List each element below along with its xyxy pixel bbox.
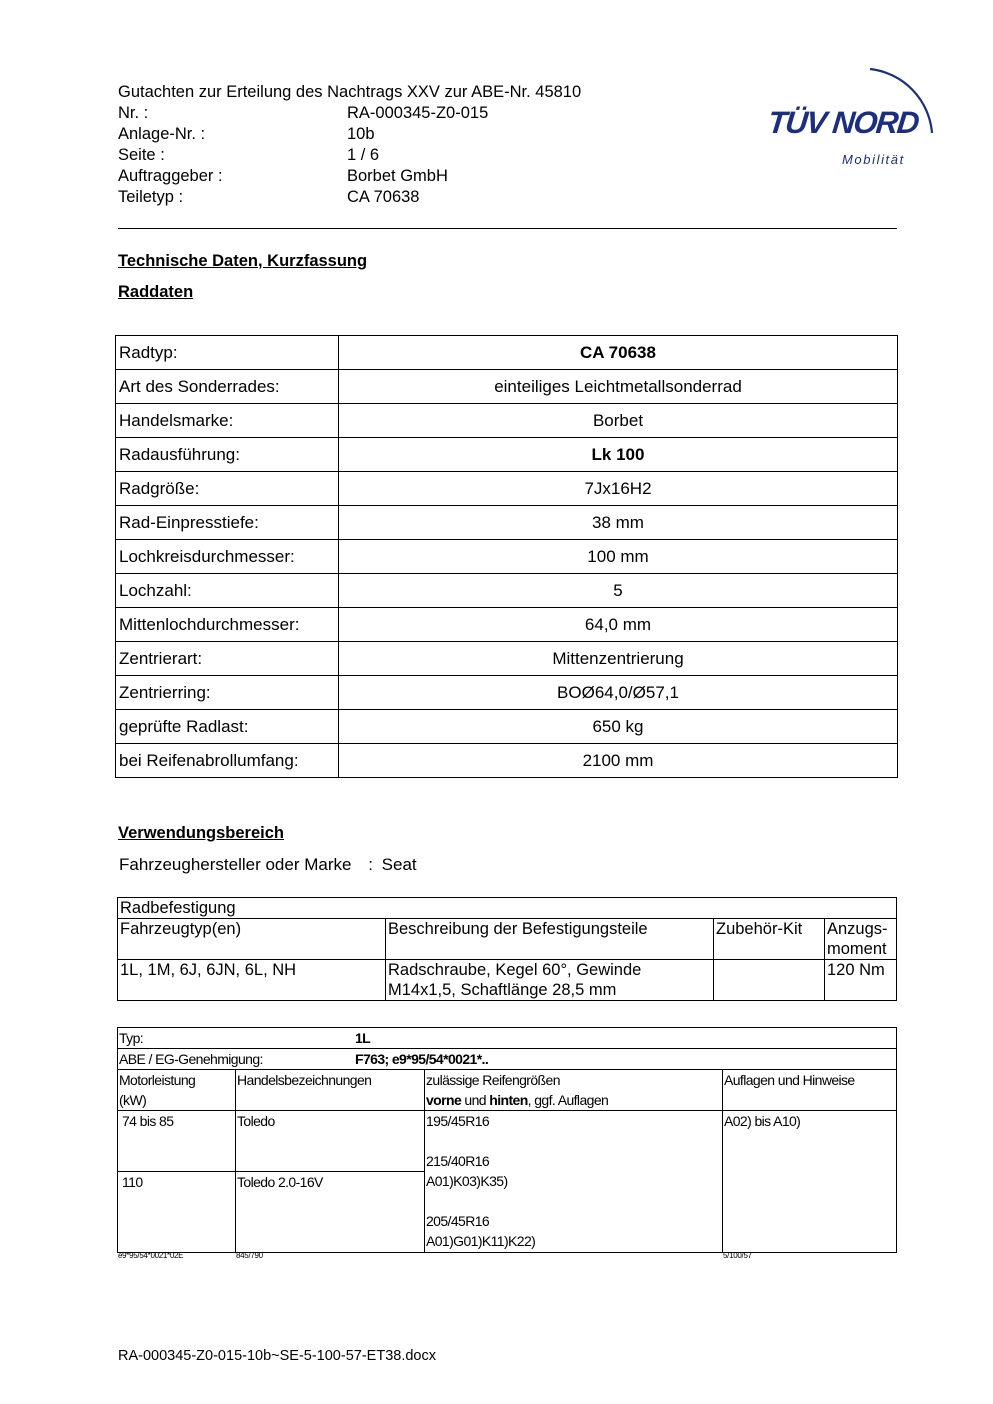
table-row	[116, 506, 898, 540]
header-value: 1 / 6	[347, 146, 380, 164]
row-label: Radausführung:	[116, 438, 339, 472]
header-trade-names: Handelsbezeichnungen	[236, 1070, 425, 1111]
spacer	[426, 1191, 721, 1211]
vehicle-table	[117, 1027, 897, 1253]
table-row	[116, 438, 898, 472]
header-label: Teiletyp :	[118, 188, 184, 206]
kit-value	[714, 960, 825, 1001]
header-torque	[825, 919, 897, 960]
manufacturer-label: Fahrzeughersteller oder Marke	[119, 855, 352, 874]
table-row	[118, 898, 897, 919]
tuv-nord-logo	[760, 55, 950, 175]
header-field-teiletyp	[118, 187, 581, 208]
row-label: Zentrierring:	[116, 676, 339, 710]
row-label: Zentrierart:	[116, 642, 339, 676]
table-row	[116, 608, 898, 642]
approval-footnote-right: 5/100/57	[723, 1251, 752, 1260]
row-value: 64,0 mm	[339, 608, 898, 642]
abe-cell	[118, 1049, 897, 1070]
section-technical: Technische Daten, Kurzfassung	[118, 252, 368, 270]
description-line2: M14x1,5, Schaftlänge 28,5 mm	[388, 981, 617, 999]
row-label: Mittenlochdurchmesser:	[116, 608, 339, 642]
header-field-seite	[118, 145, 581, 166]
row-value: CA 70638	[339, 336, 898, 370]
mounting-title: Radbefestigung	[118, 898, 897, 919]
logo-subtitle: Mobilität	[842, 152, 905, 167]
header-kit: Zubehör-Kit	[714, 919, 825, 960]
typ-cell	[118, 1028, 897, 1049]
manufacturer-line	[119, 855, 417, 875]
header-field-nr	[118, 103, 581, 124]
wheel-data-table	[115, 335, 898, 778]
header-tyres	[425, 1070, 723, 1111]
row-value: einteiliges Leichtmetallsonderrad	[339, 370, 898, 404]
trade-name: Toledo	[236, 1111, 425, 1172]
abe-row	[118, 1049, 897, 1070]
description-line1: Radschraube, Kegel 60°, Gewinde	[388, 961, 642, 979]
table-header-row	[118, 919, 897, 960]
approval-footnote: e9*95/54*0021*02E	[118, 1251, 184, 1260]
table-row	[116, 710, 898, 744]
power-value: 110	[118, 1172, 236, 1253]
header-divider	[118, 228, 897, 229]
header-field-anlage	[118, 124, 581, 145]
torque-value: 120 Nm	[825, 960, 897, 1001]
tyre-size: 205/45R16	[426, 1213, 490, 1229]
header-value: 10b	[347, 125, 375, 143]
table-row	[116, 744, 898, 778]
row-value: 7Jx16H2	[339, 472, 898, 506]
header-vehicle-types: Fahrzeugtyp(en)	[118, 919, 386, 960]
manufacturer-value: Seat	[381, 855, 417, 874]
table-row	[116, 540, 898, 574]
table-row	[116, 336, 898, 370]
row-label: bei Reifenabrollumfang:	[116, 744, 339, 778]
tyre-size: 215/40R16	[426, 1153, 490, 1169]
tyre-conditions: A01)K03)K35)	[426, 1173, 508, 1189]
header-field-auftraggeber	[118, 166, 581, 187]
row-value: 2100 mm	[339, 744, 898, 778]
header-description: Beschreibung der Befestigungsteile	[386, 919, 714, 960]
header-notes: Auflagen und Hinweise	[723, 1070, 897, 1111]
row-label: Radgröße:	[116, 472, 339, 506]
row-value: 100 mm	[339, 540, 898, 574]
header-tyres-front: vorne	[426, 1092, 462, 1108]
row-label: Rad-Einpresstiefe:	[116, 506, 339, 540]
row-value: 650 kg	[339, 710, 898, 744]
tyre-conditions: A01)G01)K11)K22)	[426, 1233, 536, 1249]
spacer	[426, 1131, 721, 1151]
row-value: BOØ64,0/Ø57,1	[339, 676, 898, 710]
notes-value: A02) bis A10)	[723, 1111, 897, 1253]
header-torque-line2: moment	[827, 940, 887, 958]
tyre-size: 195/45R16	[426, 1113, 490, 1129]
document-header	[118, 82, 581, 208]
header-value: CA 70638	[347, 188, 420, 206]
fastener-description	[386, 960, 714, 1001]
section-wheel: Raddaten	[118, 283, 194, 301]
header-value: Borbet GmbH	[347, 167, 448, 185]
typ-label: Typ:	[119, 1030, 144, 1046]
mounting-table	[117, 897, 897, 1001]
header-label: Anlage-Nr. :	[118, 125, 206, 143]
header-tyres-line1: zulässige Reifengrößen	[426, 1072, 560, 1088]
table-row	[116, 370, 898, 404]
approval-footnote-mid: 845/790	[236, 1251, 263, 1260]
header-power-line2: (kW)	[119, 1092, 147, 1108]
typ-row	[118, 1028, 897, 1049]
row-value: 5	[339, 574, 898, 608]
table-row	[116, 676, 898, 710]
header-tyres-and: und	[461, 1092, 490, 1108]
header-tyres-rear: hinten	[489, 1092, 528, 1108]
row-label: Lochkreisdurchmesser:	[116, 540, 339, 574]
header-tyres-line2	[426, 1090, 721, 1110]
row-label: Radtyp:	[116, 336, 339, 370]
header-label: Nr. :	[118, 104, 149, 122]
table-row	[116, 472, 898, 506]
typ-value: 1L	[355, 1030, 371, 1046]
header-tyres-notes: , ggf. Auflagen	[527, 1092, 609, 1108]
row-value: 38 mm	[339, 506, 898, 540]
vehicle-types: 1L, 1M, 6J, 6JN, 6L, NH	[118, 960, 386, 1001]
abe-value: F763; e9*95/54*0021*..	[355, 1051, 489, 1067]
table-header-row	[118, 1070, 897, 1111]
power-value: 74 bis 85	[118, 1111, 236, 1172]
header-torque-line1: Anzugs-	[827, 920, 888, 938]
abe-label: ABE / EG-Genehmigung:	[119, 1051, 263, 1067]
logo-brand: TÜV NORD	[766, 105, 920, 140]
header-label: Auftraggeber :	[118, 167, 223, 185]
tyre-list	[425, 1111, 723, 1253]
table-row	[118, 1111, 897, 1172]
row-value: Mittenzentrierung	[339, 642, 898, 676]
row-label: geprüfte Radlast:	[116, 710, 339, 744]
header-value: RA-000345-Z0-015	[347, 104, 489, 122]
row-label: Handelsmarke:	[116, 404, 339, 438]
header-label: Seite :	[118, 146, 165, 164]
row-value: Lk 100	[339, 438, 898, 472]
document-title: Gutachten zur Erteilung des Nachtrags XXV zur ABE-Nr. 45810	[118, 83, 582, 101]
section-usage: Verwendungsbereich	[118, 824, 284, 842]
table-row	[116, 642, 898, 676]
header-power	[118, 1070, 236, 1111]
document-filename: RA-000345-Z0-015-10b~SE-5-100-57-ET38.docx	[118, 1348, 436, 1364]
table-row	[116, 404, 898, 438]
row-label: Lochzahl:	[116, 574, 339, 608]
table-row	[116, 574, 898, 608]
manufacturer-separator: :	[368, 855, 373, 874]
trade-name: Toledo 2.0-16V	[236, 1172, 425, 1253]
header-power-line1: Motorleistung	[119, 1072, 196, 1088]
row-value: Borbet	[339, 404, 898, 438]
table-row	[118, 960, 897, 1001]
row-label: Art des Sonderrades:	[116, 370, 339, 404]
